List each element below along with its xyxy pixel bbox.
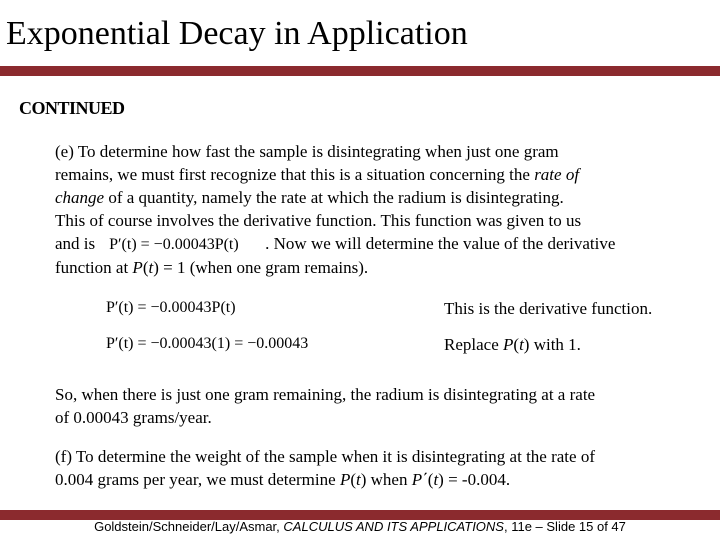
paragraph-conclusion [55,383,705,429]
paragraph-f-line-2: 0.004 grams per year, we must determine P(t) when P΄(t) = -0.004. [55,470,511,489]
paragraph-e [55,140,705,279]
slide-title: Exponential Decay in Application [6,15,468,52]
derivative-equation: P′(t) = −0.00043P(t) [106,299,236,316]
substituted-equation: P′(t) = −0.00043(1) = −0.00043 [106,335,309,352]
paragraph-e-line-5: and is P′(t) = −0.00043P(t) . Now we will determine the value of the derivative [55,232,705,256]
paragraph-e-line-2: remains, we must first recognize that this is a situation concerning the rate of [55,165,580,184]
paragraph-conclusion-line-2: of 0.00043 grams/year. [55,408,212,427]
paragraph-e-line-3: change of a quantity, namely the rate at which the radium is disintegrating. [55,188,564,207]
title-divider-bar [0,66,720,76]
paragraph-f [55,445,705,491]
paragraph-conclusion-line-1: So, when there is just one gram remaining, the radium is disintegrating at a rate [55,385,596,404]
note-derivative-function: This is the derivative function. [444,299,653,318]
paragraph-f-line-1: (f) To determine the weight of the sample when it is disintegrating at the rate of [55,447,595,466]
inline-derivative-equation: P′(t) = −0.00043P(t) [109,236,239,253]
paragraph-e-line-1: (e) To determine how fast the sample is disintegrating when just one gram [55,142,559,161]
continued-heading: CONTINUED [19,98,125,118]
paragraph-e-line-6: function at P(t) = 1 (when one gram remains). [55,258,369,277]
slide-footer: Goldstein/Schneider/Lay/Asmar, CALCULUS AND ITS APPLICATIONS, 11e – Slide 15 of 47 [94,519,626,534]
paragraph-e-line-4: This of course involves the derivative function. This function was given to us [55,211,582,230]
book-title: CALCULUS AND ITS APPLICATIONS [283,519,504,534]
note-replace-p: Replace P(t) with 1. [444,335,581,354]
